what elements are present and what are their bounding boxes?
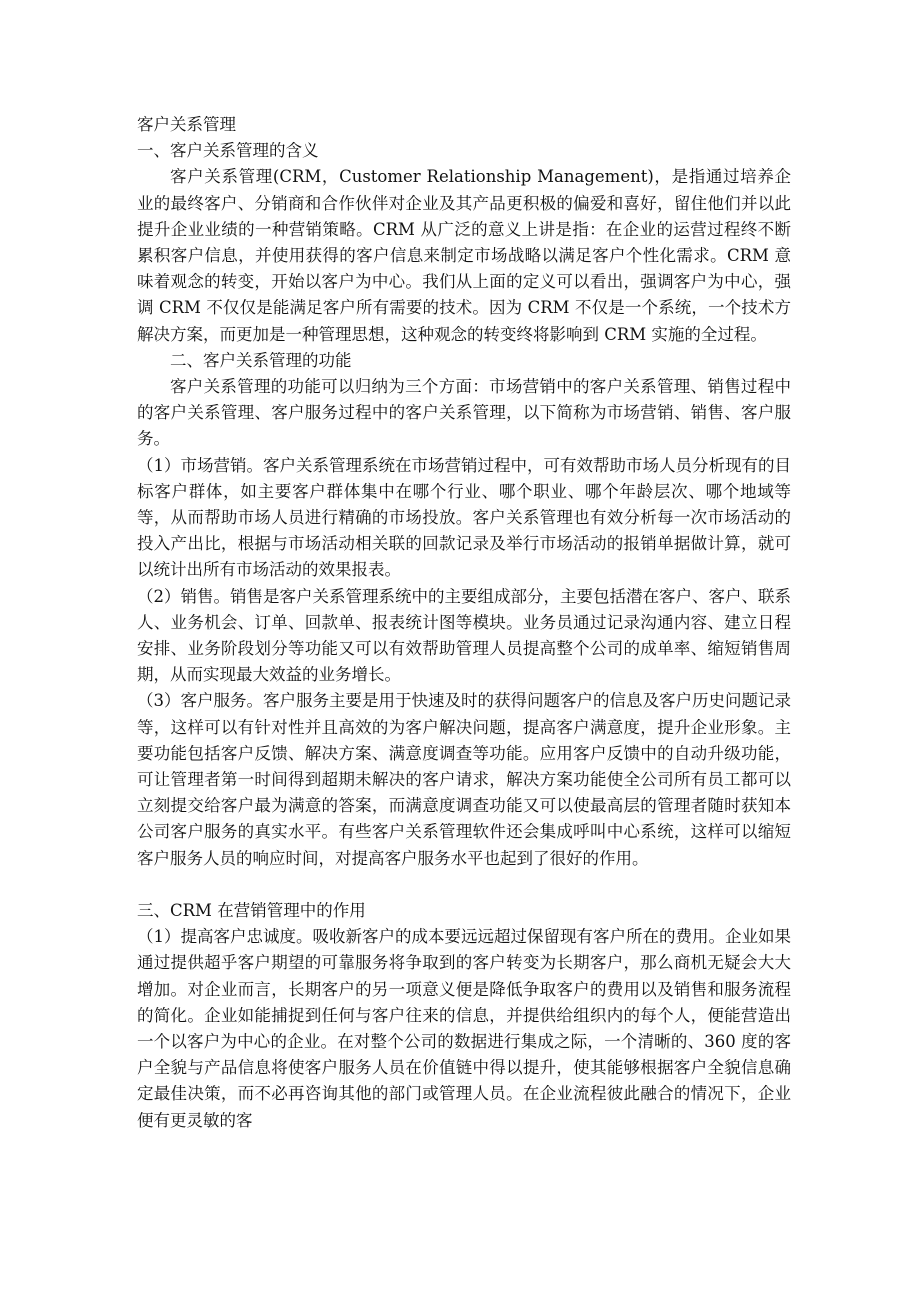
document-title: 客户关系管理 — [137, 115, 236, 134]
document-page — [137, 112, 791, 1134]
section3-heading: 三、CRM 在营销管理中的作用 — [137, 900, 366, 920]
section2-heading: 二、客户关系管理的功能 — [170, 350, 352, 370]
section-spacer — [137, 872, 791, 898]
section3-item-loyalty: （1）提高客户忠诚度。吸收新客户的成本要远远超过保留现有客户所在的费用。企业如果通过提供超乎客户期望的可靠服务将争取到的客户转变为长期客户，那么商机无疑会大大增加。对企业而言，长期客户的另一项意义便是降低争取客户的费用以及销售和服务流程的简化。企业如能捕捉到任何与客户往来的信息，并提供给组织内的每个人，便能营造出一个以客户为中心的企业。在对整个公司的数据进行集成之际，一个清晰的、360 度的客户全貌与产品信息将使客户服务人员在价值链中得以提升，使其能够根据客户全貌信息确定最佳决策，而不必再咨询其他的部门或管理人员。在企业流程彼此融合的情况下，企业便有更灵敏的客 — [137, 927, 791, 1130]
section1-paragraph: 客户关系管理(CRM，Customer Relationship Management)，是指通过培养企业的最终客户、分销商和合作伙伴对企业及其产品更积极的偏爱和喜好，留住他们并以此提升企业业绩的一种营销策略。CRM 从广泛的意义上讲是指：在企业的运营过程终不断累积客户信息，并使用获得的客户信息来制定市场战略以满足客户个性化需求。CRM 意味着观念的转变，开始以客户为中心。我们从上面的定义可以看出，强调客户为中心，强调 CRM 不仅仅是能满足客户所有需要的技术。因为 CRM 不仅是一个系统，一个技术方解决方案，而更加是一种管理思想，这种观念的转变终将影响到 CRM 实施的全过程。 — [137, 167, 791, 344]
section2-item-sales: （2）销售。销售是客户关系管理系统中的主要组成部分，主要包括潜在客户、客户、联系人、业务机会、订单、回款单、报表统计图等模块。业务员通过记录沟通内容、建立日程安排、业务阶段划分等功能又可以有效帮助管理人员提高整个公司的成单率、缩短销售周期，从而实现最大效益的业务增长。 — [137, 586, 791, 685]
section2-intro: 客户关系管理的功能可以归纳为三个方面：市场营销中的客户关系管理、销售过程中的客户关系管理、客户服务过程中的客户关系管理，以下简称为市场营销、销售、客户服务。 — [137, 377, 791, 449]
section2-item-marketing: （1）市场营销。客户关系管理系统在市场营销过程中，可有效帮助市场人员分析现有的目标客户群体，如主要客户群体集中在哪个行业、哪个职业、哪个年龄层次、哪个地域等等，从而帮助市场人员进行精确的市场投放。客户关系管理也有效分析每一次市场活动的投入产出比，根据与市场活动相关联的回款记录及举行市场活动的报销单据做计算，就可以统计出所有市场活动的效果报表。 — [137, 455, 791, 580]
section1-heading: 一、客户关系管理的含义 — [137, 141, 319, 161]
section2-item-service: （3）客户服务。客户服务主要是用于快速及时的获得问题客户的信息及客户历史问题记录等，这样可以有针对性并且高效的为客户解决问题，提高客户满意度，提升企业形象。主要功能包括客户反馈、解决方案、满意度调查等功能。应用客户反馈中的自动升级功能，可让管理者第一时间得到超期未解决的客户请求，解决方案功能使全公司所有员工都可以立刻提交给客户最为满意的答案，而满意度调查功能又可以使最高层的管理者随时获知本公司客户服务的真实水平。有些客户关系管理软件还会集成呼叫中心系统，这样可以缩短客户服务人员的响应时间，对提高客户服务水平也起到了很好的作用。 — [137, 691, 791, 868]
